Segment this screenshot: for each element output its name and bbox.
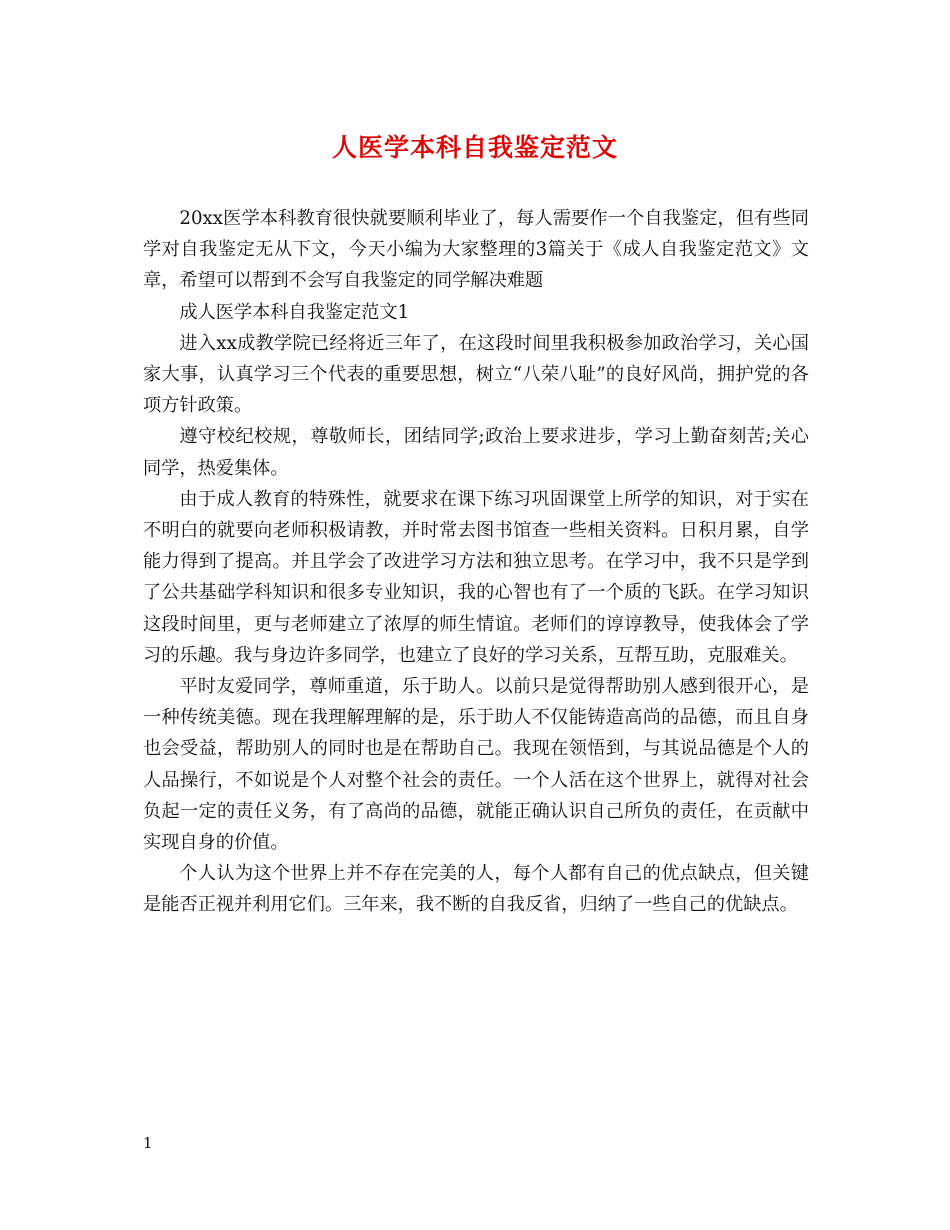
document-body — [143, 203, 809, 921]
body-paragraph: 个人认为这个世界上并不存在完美的人，每个人都有自己的优点缺点，但关键是能否正视并利用它们。三年来，我不断的自我反省，归纳了一些自己的优缺点。 — [143, 863, 809, 916]
page-number: 1 — [143, 1134, 153, 1152]
section-heading: 成人医学本科自我鉴定范文1 — [179, 301, 410, 323]
body-paragraph: 由于成人教育的特殊性，就要求在课下练习巩固课堂上所学的知识，对于实在不明白的就要向老师积极请教，并时常去图书馆查一些相关资料。日积月累，自学能力得到了提高。并且学会了改进学习方法和独立思考。在学习中，我不只是学到了公共基础学科知识和很多专业知识，我的心智也有了一个质的飞跃。在学习知识这段时间里，更与老师建立了浓厚的师生情谊。老师们的谆谆教导，使我体会了学习的乐趣。我与身边许多同学，也建立了良好的学习关系，互帮互助，克服难关。 — [143, 488, 809, 666]
body-paragraph: 遵守校纪校规，尊敬师长，团结同学;政治上要求进步，学习上勤奋刻苦;关心同学，热爱集体。 — [143, 426, 809, 479]
body-paragraph: 进入xx成教学院已经将近三年了，在这段时间里我积极参加政治学习，关心国家大事，认真学习三个代表的重要思想，树立“八荣八耻”的良好风尚，拥护党的各项方针政策。 — [143, 332, 809, 417]
intro-paragraph: 20xx医学本科教育很快就要顺利毕业了，每人需要作一个自我鉴定，但有些同学对自我鉴定无从下文，今天小编为大家整理的3篇关于《成人自我鉴定范文》文章，希望可以帮到不会写自我鉴定的同学解决难题 — [143, 208, 809, 292]
body-paragraph: 平时友爱同学，尊师重道，乐于助人。以前只是觉得帮助别人感到很开心，是一种传统美德。现在我理解理解的是，乐于助人不仅能铸造高尚的品德，而且自身也会受益，帮助别人的同时也是在帮助自己。我现在领悟到，与其说品德是个人的人品操行，不如说是个人对整个社会的责任。一个人活在这个世界上，就得对社会负起一定的责任义务，有了高尚的品德，就能正确认识自己所负的责任，在贡献中实现自身的价值。 — [143, 676, 809, 854]
document-title: 人医学本科自我鉴定范文 — [331, 133, 618, 162]
